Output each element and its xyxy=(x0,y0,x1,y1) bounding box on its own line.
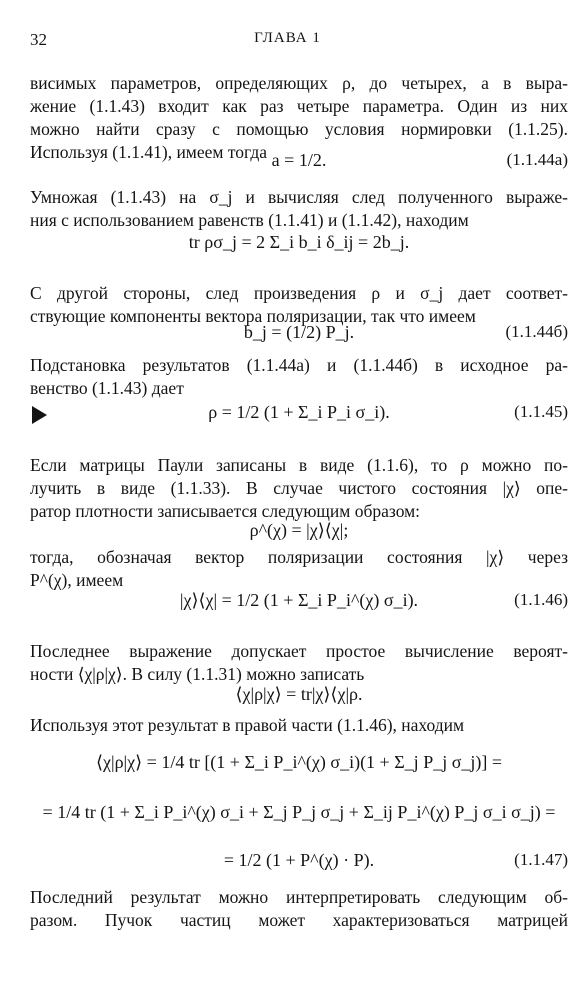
equation-formula: = 1/4 tr (1 + Σ_i P_i^(χ) σ_i + Σ_j P_j σ_j + Σ_ij P_i^(χ) P_j σ_i σ_j) = xyxy=(42,802,556,822)
equation-formula: b_j = (1/2) P_j. xyxy=(243,322,355,342)
text-line: венство (1.1.43) дает xyxy=(30,378,184,398)
text-line: ности ⟨χ|ρ|χ⟩. В силу (1.1.31) можно записать xyxy=(30,664,365,684)
equation-number: (1.1.45) xyxy=(514,402,568,421)
equation-1-1-47-line-2 xyxy=(30,802,568,836)
equation-number: (1.1.44б) xyxy=(505,322,568,341)
equation-number: (1.1.46) xyxy=(514,590,568,609)
chapter-title: ГЛАВА 1 xyxy=(254,30,321,46)
equation-formula: = 1/2 (1 + P^(χ) · P). xyxy=(223,850,375,870)
text-line: ния с использованием равенств (1.1.41) и (1.1.42), находим xyxy=(30,210,469,230)
text-line: ратор плотности записывается следующим образом: xyxy=(30,501,421,521)
equation-1-1-47-line-3 xyxy=(30,850,568,884)
equation-formula: ρ^(χ) = |χ⟩⟨χ|; xyxy=(249,520,349,540)
equation-1-1-44b xyxy=(30,322,568,356)
paragraph-7 xyxy=(30,640,568,686)
equation-formula: a = 1/2. xyxy=(271,150,327,170)
text-line: Умножая (1.1.43) на σ_j и вычисляя след полученного выраже- xyxy=(30,187,568,207)
equation-1-1-44a xyxy=(30,150,568,184)
text-line: Последнее выражение допускает простое вычисление вероят- xyxy=(30,641,568,661)
text-line: тогда, обозначая вектор поляризации состояния |χ⟩ через xyxy=(30,547,568,567)
paragraph-5 xyxy=(30,454,568,523)
equation-1-1-46 xyxy=(30,590,568,624)
text-line: Последний результат можно интерпретировать следующим об- xyxy=(30,887,568,907)
paragraph-2 xyxy=(30,186,568,232)
equation-formula: ρ = 1/2 (1 + Σ_i P_i σ_i). xyxy=(208,402,390,422)
equation-1-1-45 xyxy=(30,402,568,436)
text-line: лучить в виде (1.1.33). В случае чистого состояния |χ⟩ опе- xyxy=(30,478,568,498)
equation-formula: tr ρσ_j = 2 Σ_i b_i δ_ij = 2b_j. xyxy=(188,232,410,252)
text-line: ствующие компоненты вектора поляризации, так что имеем xyxy=(30,306,476,326)
text-line: Используя (1.1.41), имеем тогда xyxy=(30,142,268,162)
text-line: Если матрицы Паули записаны в виде (1.1.6), то ρ можно по- xyxy=(30,455,568,475)
equation-expectation-trace xyxy=(30,684,568,718)
text-line: разом. Пучок частиц может характеризоваться матрицей xyxy=(30,910,568,930)
paragraph-4 xyxy=(30,354,568,400)
page-number: 32 xyxy=(30,30,47,49)
equation-formula: ⟨χ|ρ|χ⟩ = tr|χ⟩⟨χ|ρ. xyxy=(235,684,363,704)
paragraph-8 xyxy=(30,714,568,737)
text-line: С другой стороны, след произведения ρ и σ_j дает соответ- xyxy=(30,283,568,303)
equation-number: (1.1.44а) xyxy=(506,150,568,169)
equation-formula: |χ⟩⟨χ| = 1/2 (1 + Σ_i P_i^(χ) σ_i). xyxy=(179,590,419,610)
paragraph-6 xyxy=(30,546,568,592)
text-line: Подстановка результатов (1.1.44а) и (1.1.44б) в исходное ра- xyxy=(30,355,568,375)
paragraph-9 xyxy=(30,886,568,932)
equation-number: (1.1.47) xyxy=(514,850,568,869)
equation-formula: ⟨χ|ρ|χ⟩ = 1/4 tr [(1 + Σ_i P_i^(χ) σ_i)(1 + Σ_j P_j σ_j)] = xyxy=(95,752,503,772)
text-line: можно найти сразу с помощью условия нормировки (1.1.25). xyxy=(30,119,568,139)
text-line: Используя этот результат в правой части (1.1.46), находим xyxy=(30,715,465,735)
equation-1-1-47-line-1 xyxy=(30,752,568,786)
text-line: жение (1.1.43) входит как раз четыре параметра. Один из них xyxy=(30,96,568,116)
text-line: P^(χ), имеем xyxy=(30,570,124,590)
text-line: висимых параметров, определяющих ρ, до четырех, а в выра- xyxy=(30,73,568,93)
equation-trace-rho-sigma xyxy=(30,232,568,266)
page-header xyxy=(30,30,545,54)
